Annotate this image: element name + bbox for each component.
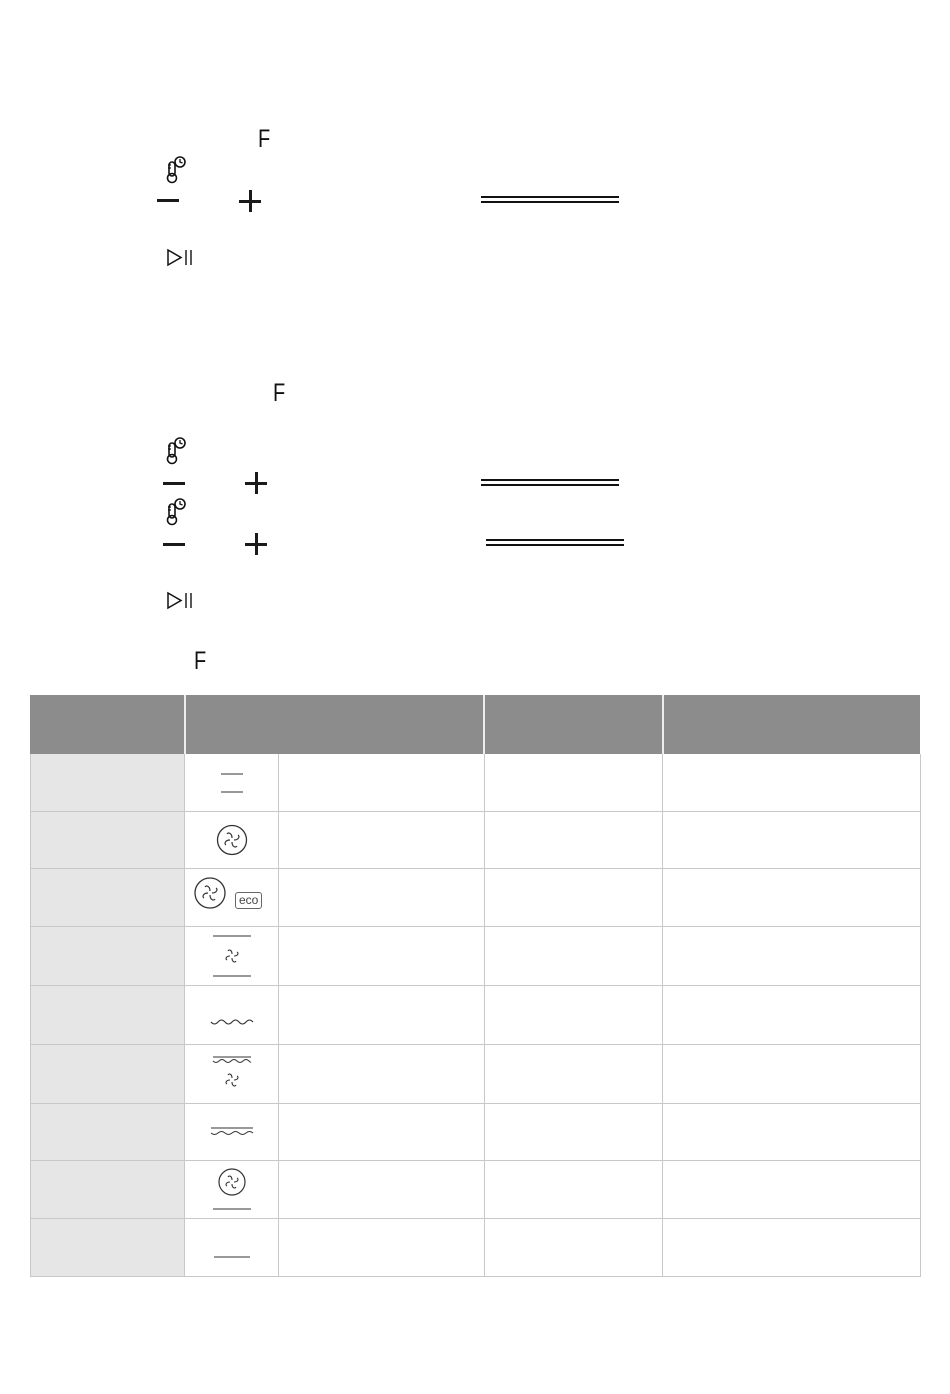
- full-grill-icon: [210, 1122, 254, 1142]
- table-border: [30, 754, 921, 1277]
- table-body: [30, 754, 920, 1277]
- header-divider: [483, 695, 485, 754]
- f-letter-1: F: [258, 125, 271, 153]
- row-divider: [30, 926, 920, 927]
- bottom-heat-icon: [212, 1233, 252, 1263]
- column-divider: [278, 754, 279, 1277]
- row-divider: [30, 1160, 920, 1161]
- fan-icon: [215, 823, 249, 857]
- table-row: [185, 1103, 278, 1160]
- grill-fan-icon: [212, 1054, 252, 1094]
- row-divider: [30, 811, 920, 812]
- plus-icon: [245, 533, 267, 555]
- fan-bottom-heat-icon: [212, 1166, 252, 1212]
- row-divider: [30, 985, 920, 986]
- oven-functions-table: [30, 695, 920, 1277]
- minus-icon: [157, 199, 179, 202]
- f-letter-2: F: [273, 379, 286, 407]
- table-row: [185, 811, 278, 868]
- row-divider: [30, 1044, 920, 1045]
- table-row: [185, 985, 278, 1044]
- plus-icon: [239, 190, 261, 212]
- double-rule: [481, 196, 619, 203]
- table-row: [185, 754, 278, 811]
- fan-eco-icon: [193, 876, 227, 910]
- column-divider: [484, 754, 485, 1277]
- eco-badge: eco: [235, 892, 262, 909]
- table-header: [30, 695, 920, 754]
- f-letter-3: F: [194, 647, 207, 675]
- table-row: [185, 1218, 278, 1277]
- fan-top-bottom-icon: [212, 934, 252, 978]
- row-divider: [30, 1103, 920, 1104]
- table-row: [185, 926, 278, 985]
- row-divider: [30, 868, 920, 869]
- table-row: [185, 868, 278, 926]
- temperature-probe-icon: [165, 156, 189, 186]
- temperature-probe-icon: [165, 498, 189, 528]
- column-divider: [662, 754, 663, 1277]
- header-divider: [184, 695, 186, 754]
- table-row: [185, 1044, 278, 1103]
- double-rule: [481, 479, 619, 486]
- header-divider: [662, 695, 664, 754]
- table-row: [185, 1160, 278, 1218]
- start-pause-icon: [166, 591, 196, 611]
- grill-icon: [210, 1000, 254, 1030]
- row-divider: [30, 1218, 920, 1219]
- double-rule: [486, 539, 624, 546]
- temperature-probe-icon: [165, 437, 189, 467]
- minus-icon: [163, 482, 185, 485]
- top-bottom-heat-icon: [217, 771, 247, 795]
- minus-icon: [163, 543, 185, 546]
- plus-icon: [245, 472, 267, 494]
- start-pause-icon: [166, 248, 196, 268]
